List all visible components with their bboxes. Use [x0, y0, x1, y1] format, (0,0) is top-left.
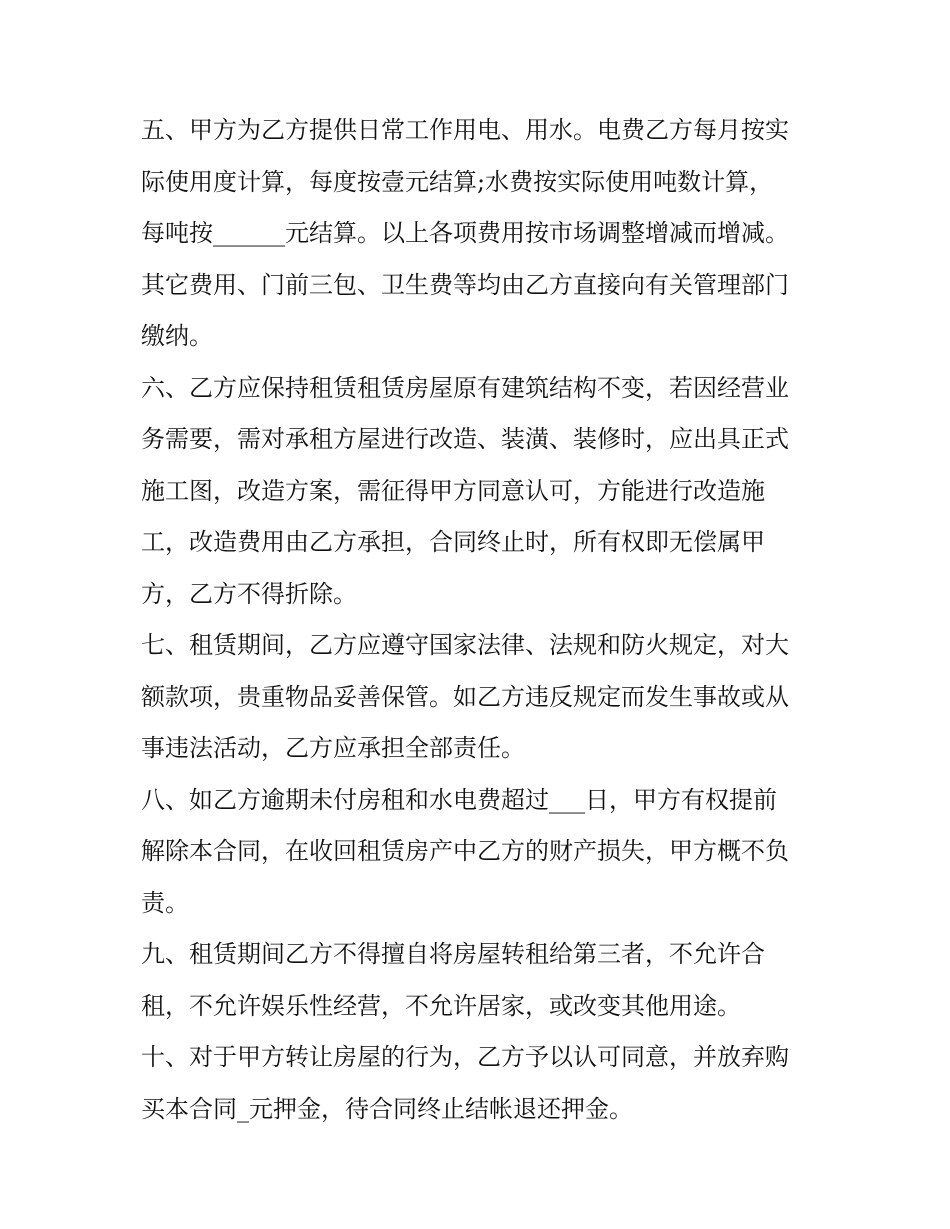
text-line: 解除本合同，在收回租赁房产中乙方的财产损失，甲方概不负	[141, 837, 789, 865]
text-line: 责。	[141, 888, 189, 917]
text-line: 九、租赁期间乙方不得擅自将房屋转租给第三者，不允许合	[141, 940, 765, 968]
text-line: 八、如乙方逾期未付房租和水电费超过___日，甲方有权提前	[141, 785, 777, 814]
text-line: 租，不允许娱乐性经营，不允许居家，或改变其他用途。	[141, 991, 741, 1020]
text-line: 方，乙方不得折除。	[141, 579, 357, 608]
text-line: 七、租赁期间，乙方应遵守国家法律、法规和防火规定，对大	[141, 631, 789, 659]
document-body	[141, 105, 841, 1135]
text-line: 每吨按______元结算。以上各项费用按市场调整增减而增减。	[141, 219, 789, 247]
text-line: 十、对于甲方转让房屋的行为，乙方予以认可同意，并放弃购	[141, 1043, 789, 1071]
text-line: 买本合同_元押金，待合同终止结帐退还押金。	[141, 1094, 633, 1123]
text-line: 事违法活动，乙方应承担全部责任。	[141, 734, 525, 762]
text-line: 施工图，改造方案，需征得甲方同意认可，方能进行改造施	[141, 476, 765, 505]
text-line: 五、甲方为乙方提供日常工作用电、用水。电费乙方每月按实	[141, 116, 789, 144]
text-line: 额款项，贵重物品妥善保管。如乙方违反规定而发生事故或从	[141, 682, 789, 711]
text-line: 其它费用、门前三包、卫生费等均由乙方直接向有关管理部门	[141, 270, 789, 299]
text-line: 际使用度计算，每度按壹元结算;水费按实际使用吨数计算，	[141, 167, 774, 196]
text-line: 务需要，需对承租方屋进行改造、装潢、装修时，应出具正式	[141, 425, 789, 453]
text-line: 工，改造费用由乙方承担，合同终止时，所有权即无偿属甲	[141, 528, 765, 556]
text-line: 六、乙方应保持租赁租赁房屋原有建筑结构不变，若因经营业	[141, 373, 789, 402]
text-line: 缴纳。	[141, 322, 213, 350]
